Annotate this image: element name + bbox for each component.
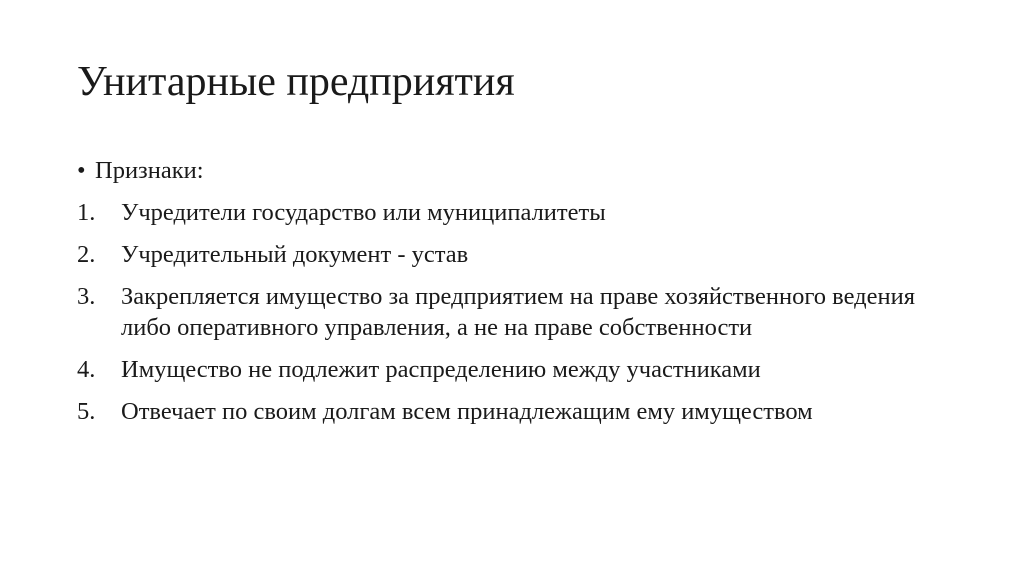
list-item-5 [77, 396, 977, 427]
list-item-3 [77, 281, 977, 343]
list-item-4 [77, 354, 977, 385]
list-text: Отвечает по своим долгам всем принадлежащим ему имуществом [121, 398, 813, 425]
list-text: Закрепляется имущество за предприятием на праве хозяйственного ведения либо оперативного управления, а не на праве собственности [121, 283, 915, 341]
list-text: Учредительный документ - устав [121, 241, 469, 268]
list-number: 2. [77, 241, 96, 268]
list-text: Имущество не подлежит распределению между участниками [121, 356, 761, 383]
list-number: 4. [77, 356, 96, 383]
bullet-text: Признаки: [95, 157, 204, 184]
slide-title: Унитарные предприятия [77, 59, 515, 105]
list-number: 1. [77, 199, 96, 226]
list-item-2 [77, 239, 977, 270]
list-item-1 [77, 197, 977, 228]
list-text: Учредители государство или муниципалитеты [121, 199, 606, 226]
list-number: 5. [77, 398, 96, 425]
slide-content [77, 155, 977, 438]
bullet-item [77, 155, 977, 186]
list-number: 3. [77, 283, 96, 310]
bullet-marker: • [77, 157, 86, 184]
